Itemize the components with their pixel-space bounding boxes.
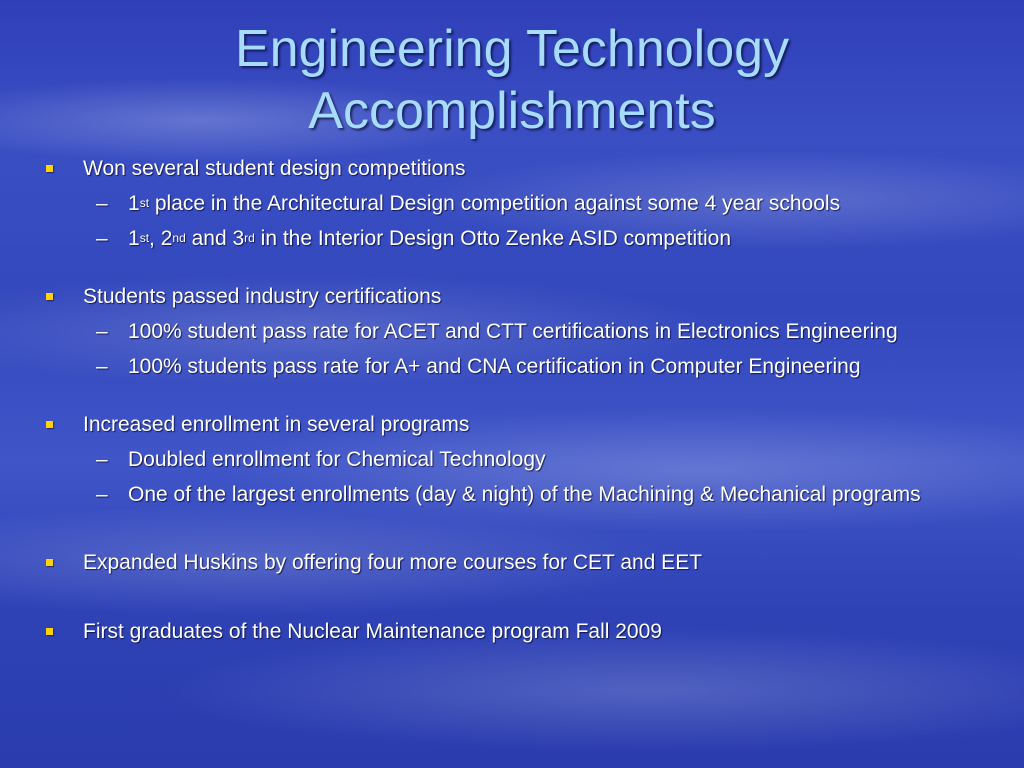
sub-bullet [44,227,1004,250]
slide-title [0,18,1024,142]
bullet-certifications [44,284,1004,310]
square-bullet-icon [46,165,53,172]
dash-icon: – [96,355,108,378]
dash-icon: – [96,192,108,215]
sub-text: One of the largest enrollments (day & night) of the Machining & Mechanical programs [128,483,921,506]
dash-icon: – [96,448,108,471]
bullet-text: Expanded Huskins by offering four more courses for CET and EET [83,551,703,574]
bullet-huskins [44,550,1004,576]
title-line-2: Accomplishments [308,82,716,140]
sub-bullet [44,320,1004,343]
dash-icon: – [96,227,108,250]
bullet-nuclear [44,619,1004,645]
title-line-1: Engineering Technology [234,20,790,78]
bullet-text: Students passed industry certifications [83,285,442,308]
sub-text: 100% student pass rate for ACET and CTT certifications in Electronics Engineering [128,320,898,343]
bullet-competitions [44,156,1004,182]
dash-icon: – [96,483,108,506]
bullet-text: Increased enrollment in several programs [83,413,470,436]
square-bullet-icon [46,293,53,300]
sub-bullet [44,448,1004,471]
bullet-enrollment [44,412,1004,438]
square-bullet-icon [46,628,53,635]
bullet-text: First graduates of the Nuclear Maintenance program Fall 2009 [83,620,662,643]
square-bullet-icon [46,421,53,428]
sub-bullet [44,355,1004,378]
bullet-text: Won several student design competitions [83,157,466,180]
sub-text: Doubled enrollment for Chemical Technology [128,448,546,471]
sub-bullet [44,483,1004,506]
sub-bullet [44,192,1004,215]
slide-body [44,156,1004,645]
square-bullet-icon [46,559,53,566]
sub-text: 1st, 2nd and 3rd in the Interior Design Otto Zenke ASID competition [128,227,732,250]
sub-text: 100% students pass rate for A+ and CNA certification in Computer Engineering [128,355,861,378]
sub-text: 1st place in the Architectural Design competition against some 4 year schools [128,192,841,215]
dash-icon: – [96,320,108,343]
